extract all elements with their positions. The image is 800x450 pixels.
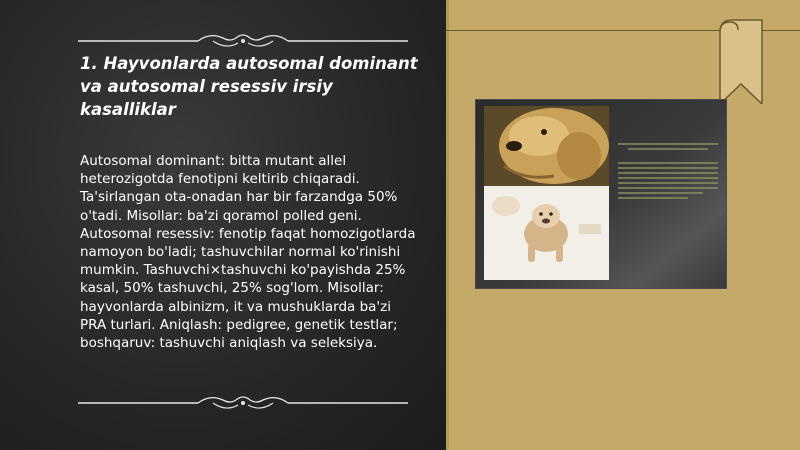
embedded-text-line bbox=[618, 192, 703, 194]
embedded-text-line bbox=[618, 197, 688, 199]
embedded-text-line bbox=[618, 182, 718, 184]
title-line-2: va autosomal resessiv irsiy kasalliklar bbox=[80, 77, 333, 119]
bottom-ornament-icon bbox=[78, 392, 408, 414]
bulldog-puppy-photo bbox=[484, 186, 609, 280]
embedded-text-line bbox=[618, 172, 718, 174]
golden-dog-photo bbox=[484, 106, 609, 186]
embedded-text-line bbox=[618, 177, 718, 179]
embedded-text-line bbox=[618, 187, 718, 189]
panel-divider bbox=[446, 0, 449, 450]
embedded-image-text bbox=[618, 140, 718, 202]
slide-image bbox=[475, 99, 727, 289]
bookmark-ribbon-icon bbox=[718, 18, 764, 104]
top-ornament-icon bbox=[78, 30, 408, 52]
embedded-text-line bbox=[618, 162, 718, 164]
slide-title bbox=[80, 52, 430, 121]
embedded-heading-line bbox=[618, 143, 718, 145]
embedded-heading-line bbox=[628, 148, 708, 150]
embedded-text-line bbox=[618, 167, 718, 169]
title-line-1: 1. Hayvonlarda autosomal dominant bbox=[80, 54, 418, 73]
slide-body-text: Autosomal dominant: bitta mutant allel heterozigotda fenotipni keltirib chiqaradi. Ta'sirlangan ota-onadan har bir farzandga 50% o'tadi. Misollar: ba'zi qoramol polled geni. Autosomal resessiv: fenotip faqat homozigotlarda namoyon bo'ladi; tashuvchilar normal ko'rinishi mumkin. Tashuvchi×tashuvchi ko'payishda 25% kasal, 50% tashuvchi, 25% sog'lom. Misollar: hayvonlarda albinizm, it va mushuklarda ba'zi PRA turlari. Aniqlash: pedigree, genetik testlar; boshqaruv: tashuvchi aniqlash va seleksiya. bbox=[80, 153, 416, 352]
